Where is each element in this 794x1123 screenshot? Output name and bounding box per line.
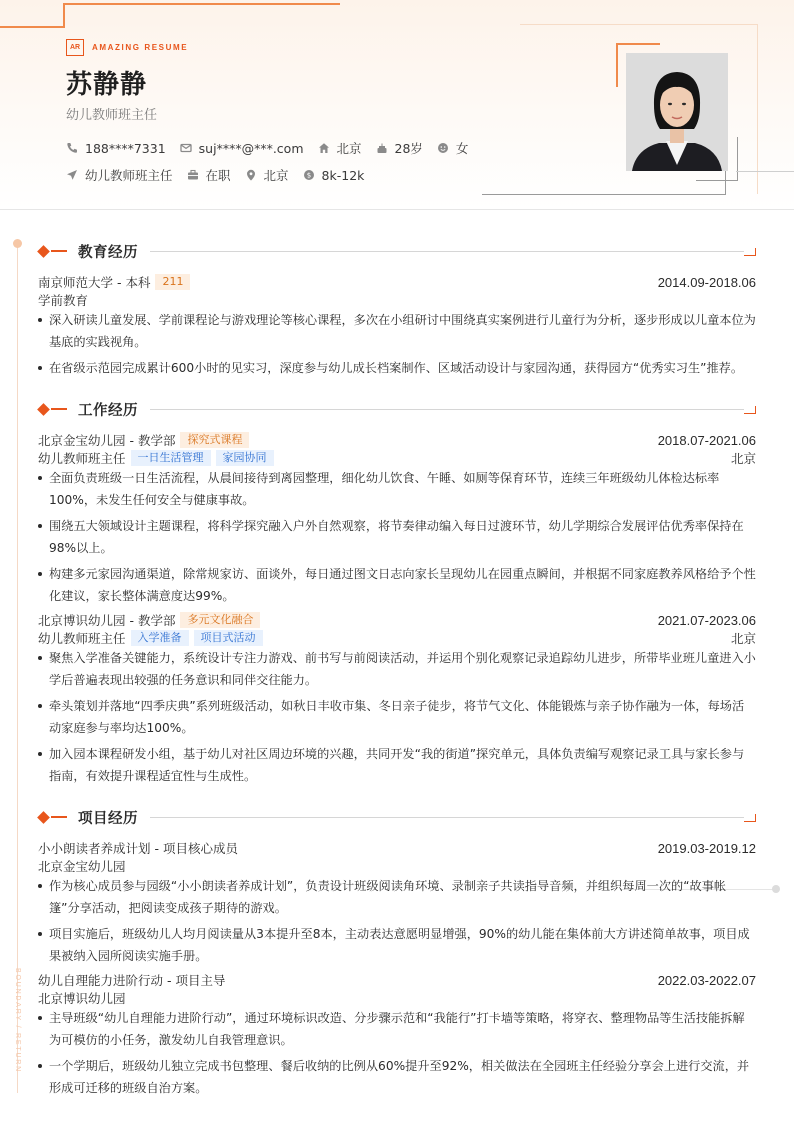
education-major-row (38, 291, 756, 309)
brand-logo: AR (66, 39, 84, 56)
project-dates: 2019.03-2019.12 (657, 840, 756, 856)
cake-icon (376, 142, 388, 154)
section-corner-mark (744, 248, 756, 256)
education-dates: 2014.09-2018.06 (657, 274, 756, 290)
photo-decor-line (725, 171, 726, 195)
send-icon (66, 169, 78, 181)
education-bullet: 深入研读儿童发展、学前课程论与游戏理论等核心课程，多次在小组研讨中围绕真实案例进行儿童行为分析，逐步形成以儿童本位为基底的实践视角。 (38, 309, 756, 353)
section-diamond-icon (37, 811, 50, 824)
status-text: 在职 (205, 168, 231, 183)
job-dates: 2021.07-2023.06 (657, 612, 756, 628)
candidate-name: 苏静静 (66, 70, 148, 100)
job-role-row (38, 449, 756, 467)
company-tag: 探究式课程 (180, 432, 249, 448)
project-bullet: 主导班级“幼儿自理能力进阶行动”，通过环境标识改造、分步骤示范和“我能行”打卡墙等策略，将穿衣、整理物品等生活技能拆解为可模仿的小任务，激发幼儿自我管理意识。 (38, 1007, 756, 1051)
job-bullet: 牵头策划并落地“四季庆典”系列班级活动，如秋日丰收市集、冬日亲子徒步，将节气文化、体能锻炼与亲子协作融为一体，每场活动家庭参与率均达100%。 (38, 695, 756, 739)
age-item (376, 139, 423, 157)
timeline-dot (13, 239, 22, 248)
home-icon (318, 142, 330, 154)
gender-text: 女 (455, 141, 469, 156)
project-name: 小小朗读者养成计划 - 项目核心成员 (38, 841, 238, 856)
project-org: 北京博识幼儿园 (38, 991, 126, 1006)
job-header-row (38, 431, 756, 449)
project-org-row (38, 857, 756, 875)
contact-row (66, 139, 482, 157)
company-tag: 多元文化融合 (180, 612, 260, 628)
project-bullet: 一个学期后，班级幼儿独立完成书包整理、餐后收纳的比例从60%提升至92%，相关做法在全园班主任经验分享会上进行交流，并形成可迁移的班级自治方案。 (38, 1055, 756, 1099)
city-item (318, 139, 362, 157)
briefcase-icon (187, 169, 199, 181)
coin-icon (303, 169, 315, 181)
project-header-row (38, 839, 756, 857)
job-location: 北京 (730, 451, 756, 466)
mail-icon (180, 142, 192, 154)
gender-item (437, 139, 469, 157)
job-location: 北京 (730, 631, 756, 646)
email-text: suj****@***.com (198, 140, 304, 156)
phone-text: 188****7331 (85, 140, 166, 156)
section-dash (51, 816, 67, 818)
age-text: 28岁 (394, 141, 423, 156)
section-title-work (38, 399, 756, 419)
job-bullet: 加入园本课程研发小组，基于幼儿对社区周边环境的兴趣，共同开发“我的街道”探究单元，具体负责编写观察记录工具与家长参与指南，有效提升课程适宜性与生成性。 (38, 743, 756, 787)
photo-decor-line (736, 171, 794, 172)
svg-text:$: $ (306, 171, 311, 180)
education-header-row (38, 273, 756, 291)
job-bullet: 围绕五大领域设计主题课程，将科学探究融入户外自然观察，将节奏律动编入每日过渡环节，幼儿学期综合发展评估优秀率保持在98%以上。 (38, 515, 756, 559)
section-title-education (38, 241, 756, 261)
job-role: 幼儿教师班主任 (38, 631, 126, 646)
section-diamond-icon (37, 403, 50, 416)
project-bullet: 作为核心成员参与园级“小小朗读者养成计划”，负责设计班级阅读角环境、录制亲子共读指导音频，并组织每周一次的“故事帐篷”分享活动，把阅读变成孩子期待的游戏。 (38, 875, 756, 919)
project-org: 北京金宝幼儿园 (38, 859, 126, 874)
status-item (187, 166, 231, 184)
job-header-row (38, 611, 756, 629)
target-job-text: 幼儿教师班主任 (85, 168, 173, 183)
job-bullet: 聚焦入学准备关键能力，系统设计专注力游戏、前书写与前阅读活动，并运用个别化观察记录追踪幼儿进步，所带毕业班儿童进入小学后普遍表现出较强的任务意识和同伴交往能力。 (38, 647, 756, 691)
job-role: 幼儿教师班主任 (38, 451, 126, 466)
phone-item (66, 141, 166, 156)
target-job-item (66, 166, 173, 184)
user-face-icon (437, 142, 449, 154)
target-city-item (245, 166, 289, 184)
candidate-title: 幼儿教师班主任 (66, 108, 158, 123)
role-tag: 家园协同 (216, 450, 274, 466)
project-header-row (38, 971, 756, 989)
resume-header (0, 0, 794, 210)
salary-text: 8k-12k (321, 167, 365, 183)
school-tag: 211 (155, 274, 190, 290)
section-dash (51, 408, 67, 410)
section-divider (150, 817, 744, 818)
section-heading: 教育经历 (78, 244, 138, 261)
role-tag: 入学准备 (131, 630, 189, 646)
city-text: 北京 (336, 141, 362, 156)
project-name: 幼儿自理能力进阶行动 - 项目主导 (38, 973, 226, 988)
project-bullet: 项目实施后，班级幼儿人均月阅读量从3本提升至8本，主动表达意愿明显增强，90%的幼儿能在集体前大方讲述简单故事，项目成果被纳入园所阅读实施手册。 (38, 923, 756, 967)
section-diamond-icon (37, 245, 50, 258)
salary-item (303, 168, 365, 183)
company-name: 北京金宝幼儿园 - 教学部 (38, 433, 176, 448)
target-city-text: 北京 (263, 168, 289, 183)
brand (66, 39, 188, 56)
header-decor-line (63, 4, 65, 28)
section-dash (51, 250, 67, 252)
section-heading: 工作经历 (78, 402, 138, 419)
job-bullet: 全面负责班级一日生活流程，从晨间接待到离园整理，细化幼儿饮食、午睡、如厕等保育环节，连续三年班级幼儿体检达标率100%，未发生任何安全与健康事故。 (38, 467, 756, 511)
section-divider (150, 251, 744, 252)
project-org-row (38, 989, 756, 1007)
job-role-row (38, 629, 756, 647)
header-decor-line (0, 26, 65, 28)
side-vertical-text: BOUNDARY / RETURN (14, 968, 21, 1074)
section-title-projects (38, 807, 756, 827)
project-dates: 2022.03-2022.07 (657, 972, 756, 988)
email-item (180, 141, 304, 156)
section-corner-mark (744, 814, 756, 822)
location-pin-icon (245, 169, 257, 181)
section-corner-mark (744, 406, 756, 414)
role-tag: 一日生活管理 (131, 450, 211, 466)
company-name: 北京博识幼儿园 - 教学部 (38, 613, 176, 628)
photo-decor-line (482, 194, 726, 195)
section-divider (150, 409, 744, 410)
phone-icon (66, 142, 78, 154)
school-name: 南京师范大学 - 本科 (38, 275, 151, 290)
timeline-rail (17, 243, 18, 1093)
decor-dot (772, 885, 780, 893)
job-intent-row (66, 166, 378, 184)
job-dates: 2018.07-2021.06 (657, 432, 756, 448)
photo-decor-frame (696, 137, 738, 181)
job-bullet: 构建多元家园沟通渠道，除常规家访、面谈外，每日通过图文日志向家长呈现幼儿在园重点瞬间，并根据不同家庭教养风格给予个性化建议，家长整体满意度达99%。 (38, 563, 756, 607)
major-name: 学前教育 (38, 293, 89, 308)
role-tag: 项目式活动 (194, 630, 263, 646)
section-heading: 项目经历 (78, 810, 138, 827)
brand-text: AMAZING RESUME (92, 43, 189, 52)
header-decor-line (63, 3, 340, 5)
education-bullet: 在省级示范园完成累计600小时的见实习，深度参与幼儿成长档案制作、区域活动设计与家园沟通，获得园方“优秀实习生”推荐。 (38, 357, 756, 379)
